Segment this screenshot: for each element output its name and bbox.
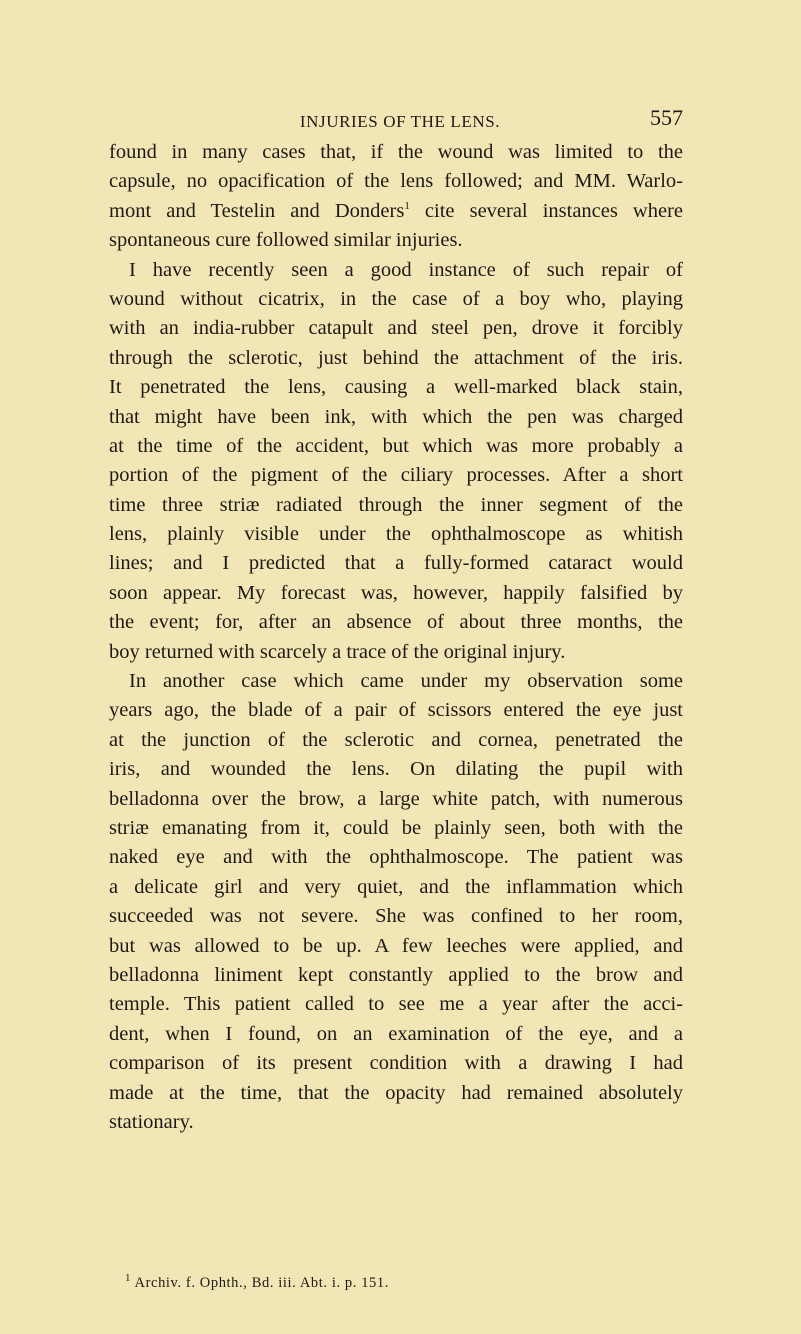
- text-line: portion of the pigment of the ciliary processes. After a short: [109, 464, 683, 487]
- text-line: I have recently seen a good instance of such repair of: [129, 258, 683, 281]
- text-line: through the sclerotic, just behind the attachment of the iris.: [109, 346, 683, 369]
- running-title: INJURIES OF THE LENS.: [299, 112, 501, 131]
- text-line: but was allowed to be up. A few leeches were applied, and: [109, 934, 683, 957]
- footnote-marker: 1: [125, 1272, 132, 1285]
- text-line: made at the time, that the opacity had remained absolutely: [109, 1081, 683, 1104]
- text-line: years ago, the blade of a pair of scissors entered the eye just: [109, 699, 683, 722]
- text-line: naked eye and with the ophthalmoscope. The patient was: [109, 846, 683, 869]
- text-line: time three striæ radiated through the inner segment of the: [109, 493, 683, 516]
- text-line: succeeded was not severe. She was confined to her room,: [109, 905, 683, 928]
- text-line: lines; and I predicted that a fully-formed cataract would: [109, 552, 683, 575]
- text-line: that might have been ink, with which the pen was charged: [109, 405, 683, 428]
- text-line: In another case which came under my observation some: [129, 670, 683, 693]
- text-line: It penetrated the lens, causing a well-marked black stain,: [109, 376, 683, 399]
- text-line: lens, plainly visible under the ophthalmoscope as whitish: [109, 523, 683, 546]
- text-segment: mont and Testelin and Donders: [109, 199, 405, 222]
- text-line: soon appear. My forecast was, however, happily falsified by: [109, 581, 683, 604]
- text-line: capsule, no opacification of the lens followed; and MM. Warlo-: [109, 170, 683, 193]
- text-line: a delicate girl and very quiet, and the inflammation which: [109, 875, 683, 898]
- text-line: striæ emanating from it, could be plainly seen, both with the: [109, 816, 683, 839]
- text-line: the event; for, after an absence of about three months, the: [109, 611, 683, 634]
- text-line-with-footnote-ref: [109, 197, 683, 226]
- footnote-text: Archiv. f. Ophth., Bd. iii. Abt. i. p. 151.: [131, 1275, 389, 1291]
- text-line: spontaneous cure followed similar injuries.: [109, 229, 463, 252]
- text-line: temple. This patient called to see me a year after the acci-: [109, 993, 683, 1016]
- text-segment: cite several instances where: [409, 199, 684, 222]
- text-line: dent, when I found, on an examination of the eye, and a: [109, 1022, 683, 1045]
- text-line: comparison of its present condition with a drawing I had: [109, 1052, 683, 1075]
- text-line: at the time of the accident, but which was more probably a: [109, 434, 683, 457]
- text-line: belladonna over the brow, a large white patch, with numerous: [109, 787, 683, 810]
- body-text: [109, 138, 683, 1137]
- footnote: [125, 1272, 389, 1292]
- text-line: at the junction of the sclerotic and cornea, penetrated the: [109, 728, 683, 751]
- text-line: belladonna liniment kept constantly applied to the brow and: [109, 963, 683, 986]
- text-line: iris, and wounded the lens. On dilating the pupil with: [109, 758, 683, 781]
- text-line: found in many cases that, if the wound was limited to the: [109, 141, 683, 163]
- text-line: stationary.: [109, 1110, 194, 1133]
- footnote-ref: 1: [404, 199, 410, 212]
- page-number: 557: [650, 105, 683, 130]
- text-line: boy returned with scarcely a trace of the original injury.: [109, 640, 566, 663]
- text-line: with an india-rubber catapult and steel pen, drove it forcibly: [109, 317, 683, 340]
- text-line: wound without cicatrix, in the case of a boy who, playing: [109, 287, 683, 310]
